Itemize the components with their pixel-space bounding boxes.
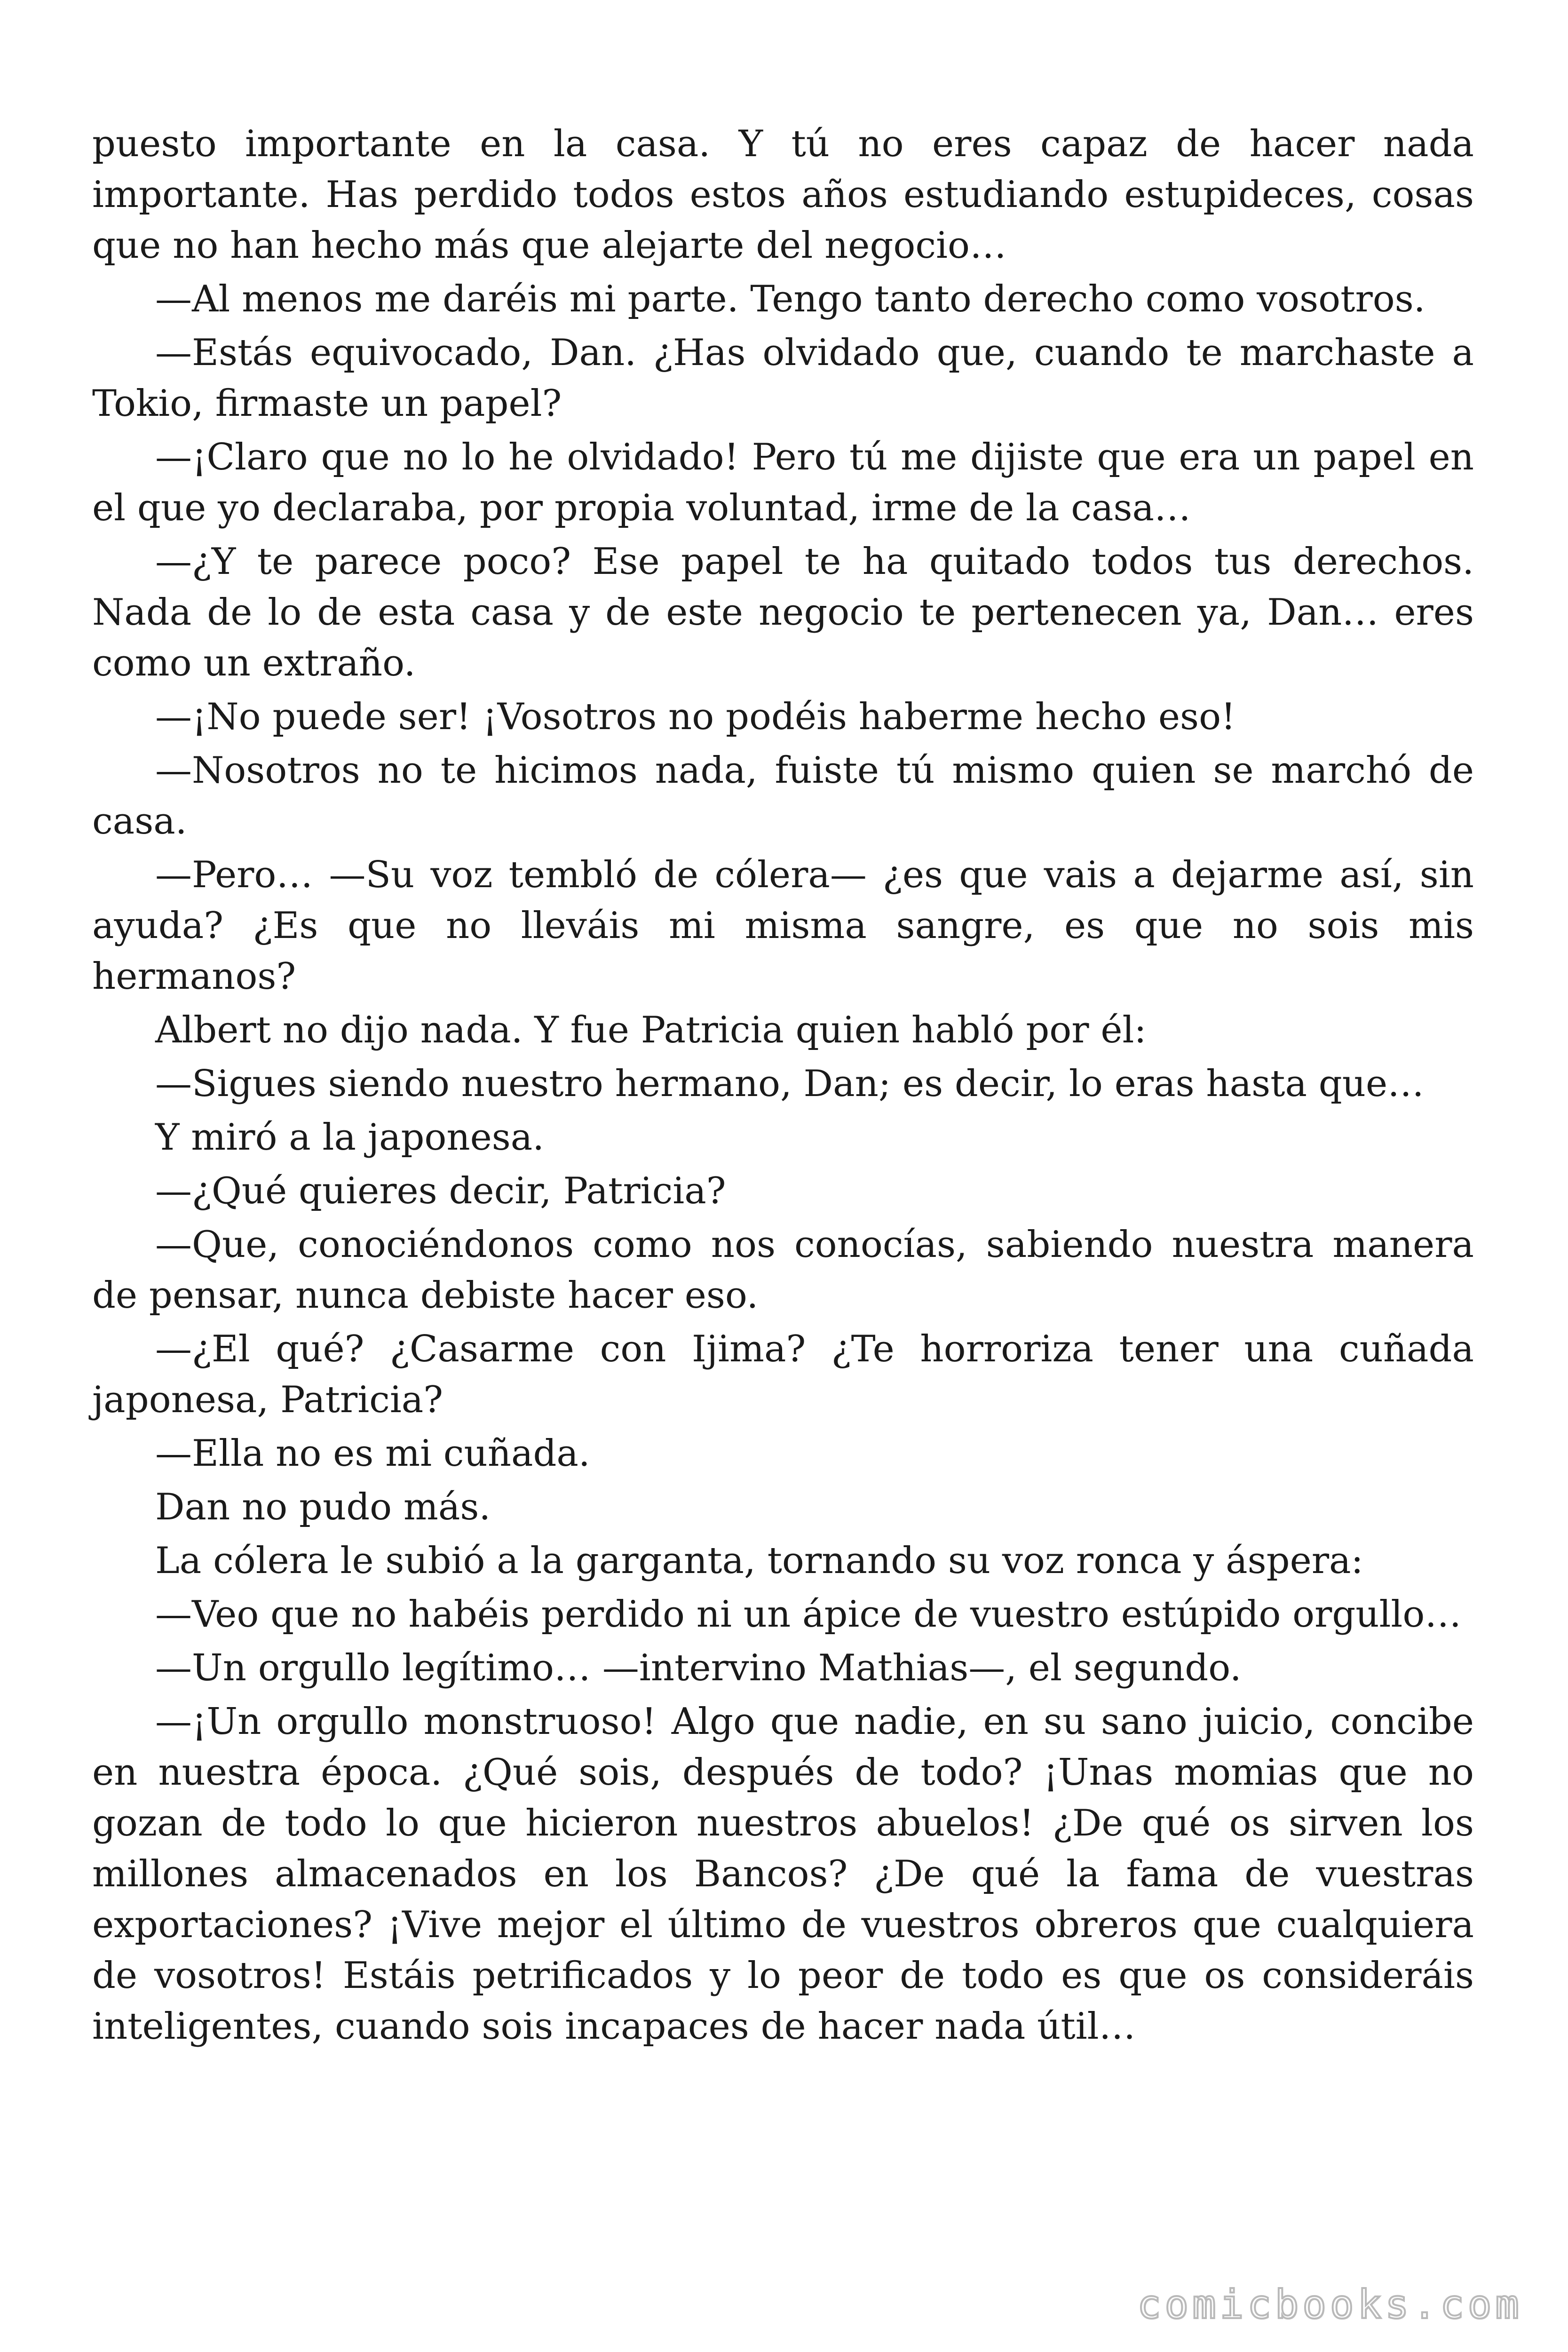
paragraph: Albert no dijo nada. Y fue Patricia quien habló por él: — [155, 1009, 1147, 1051]
paragraph: puesto importante en la casa. Y tú no eres capaz de hacer nada importante. Has perdido todos estos años estudiando estupideces, cosas que no han hecho más que alejarte del negocio… — [92, 123, 1474, 267]
paragraph: —Estás equivocado, Dan. ¿Has olvidado que, cuando te marchaste a Tokio, firmaste un papel? — [92, 332, 1474, 425]
paragraph: —Un orgullo legítimo… —intervino Mathias—, el segundo. — [155, 1647, 1242, 1689]
paragraph: —¡Claro que no lo he olvidado! Pero tú me dijiste que era un papel en el que yo declaraba, por propia voluntad, irme de la casa… — [92, 436, 1474, 529]
paragraph: —Veo que no habéis perdido ni un ápice de vuestro estúpido orgullo… — [155, 1593, 1462, 1636]
paragraph: —¡Un orgullo monstruoso! Algo que nadie, en su sano juicio, concibe en nuestra época. ¿Qué sois, después de todo? ¡Unas momias que no gozan de todo lo que hicieron nuestros abuelos! ¿De qué os sirven los millones almacenados en los Bancos? ¿De qué la fama de vuestras exportaciones? ¡Vive mejor el último de vuestros obreros que cualquiera de vosotros! Estáis petrificados y lo peor de todo es que os consideráis inteligentes, cuando sois incapaces de hacer nada útil… — [92, 1700, 1474, 2048]
paragraph: —¿El qué? ¿Casarme con Ijima? ¿Te horroriza tener una cuñada japonesa, Patricia? — [92, 1328, 1474, 1421]
paragraph: —Pero… —Su voz tembló de cólera— ¿es que vais a dejarme así, sin ayuda? ¿Es que no lleváis mi misma sangre, es que no sois mis hermanos? — [92, 854, 1474, 998]
paragraph: —Ella no es mi cuñada. — [155, 1432, 590, 1475]
paragraph: Dan no pudo más. — [155, 1486, 491, 1528]
paragraph: —¡No puede ser! ¡Vosotros no podéis haberme hecho eso! — [155, 696, 1236, 738]
paragraph: —Sigues siendo nuestro hermano, Dan; es decir, lo eras hasta que… — [155, 1063, 1425, 1105]
body-text — [92, 119, 1474, 2055]
paragraph: —¿Qué quieres decir, Patricia? — [155, 1170, 726, 1212]
paragraph: La cólera le subió a la garganta, tornando su voz ronca y áspera: — [155, 1540, 1363, 1582]
paragraph: —Al menos me daréis mi parte. Tengo tanto derecho como vosotros. — [155, 278, 1425, 320]
paragraph: —Nosotros no te hicimos nada, fuiste tú mismo quien se marchó de casa. — [92, 749, 1474, 842]
watermark: comicbooks.com — [1137, 2281, 1523, 2328]
paragraph: Y miró a la japonesa. — [155, 1116, 545, 1159]
paragraph: —¿Y te parece poco? Ese papel te ha quitado todos tus derechos. Nada de lo de esta casa y de este negocio te pertenecen ya, Dan… eres como un extraño. — [92, 540, 1474, 684]
paragraph: —Que, conociéndonos como nos conocías, sabiendo nuestra manera de pensar, nunca debiste hacer eso. — [92, 1224, 1474, 1317]
